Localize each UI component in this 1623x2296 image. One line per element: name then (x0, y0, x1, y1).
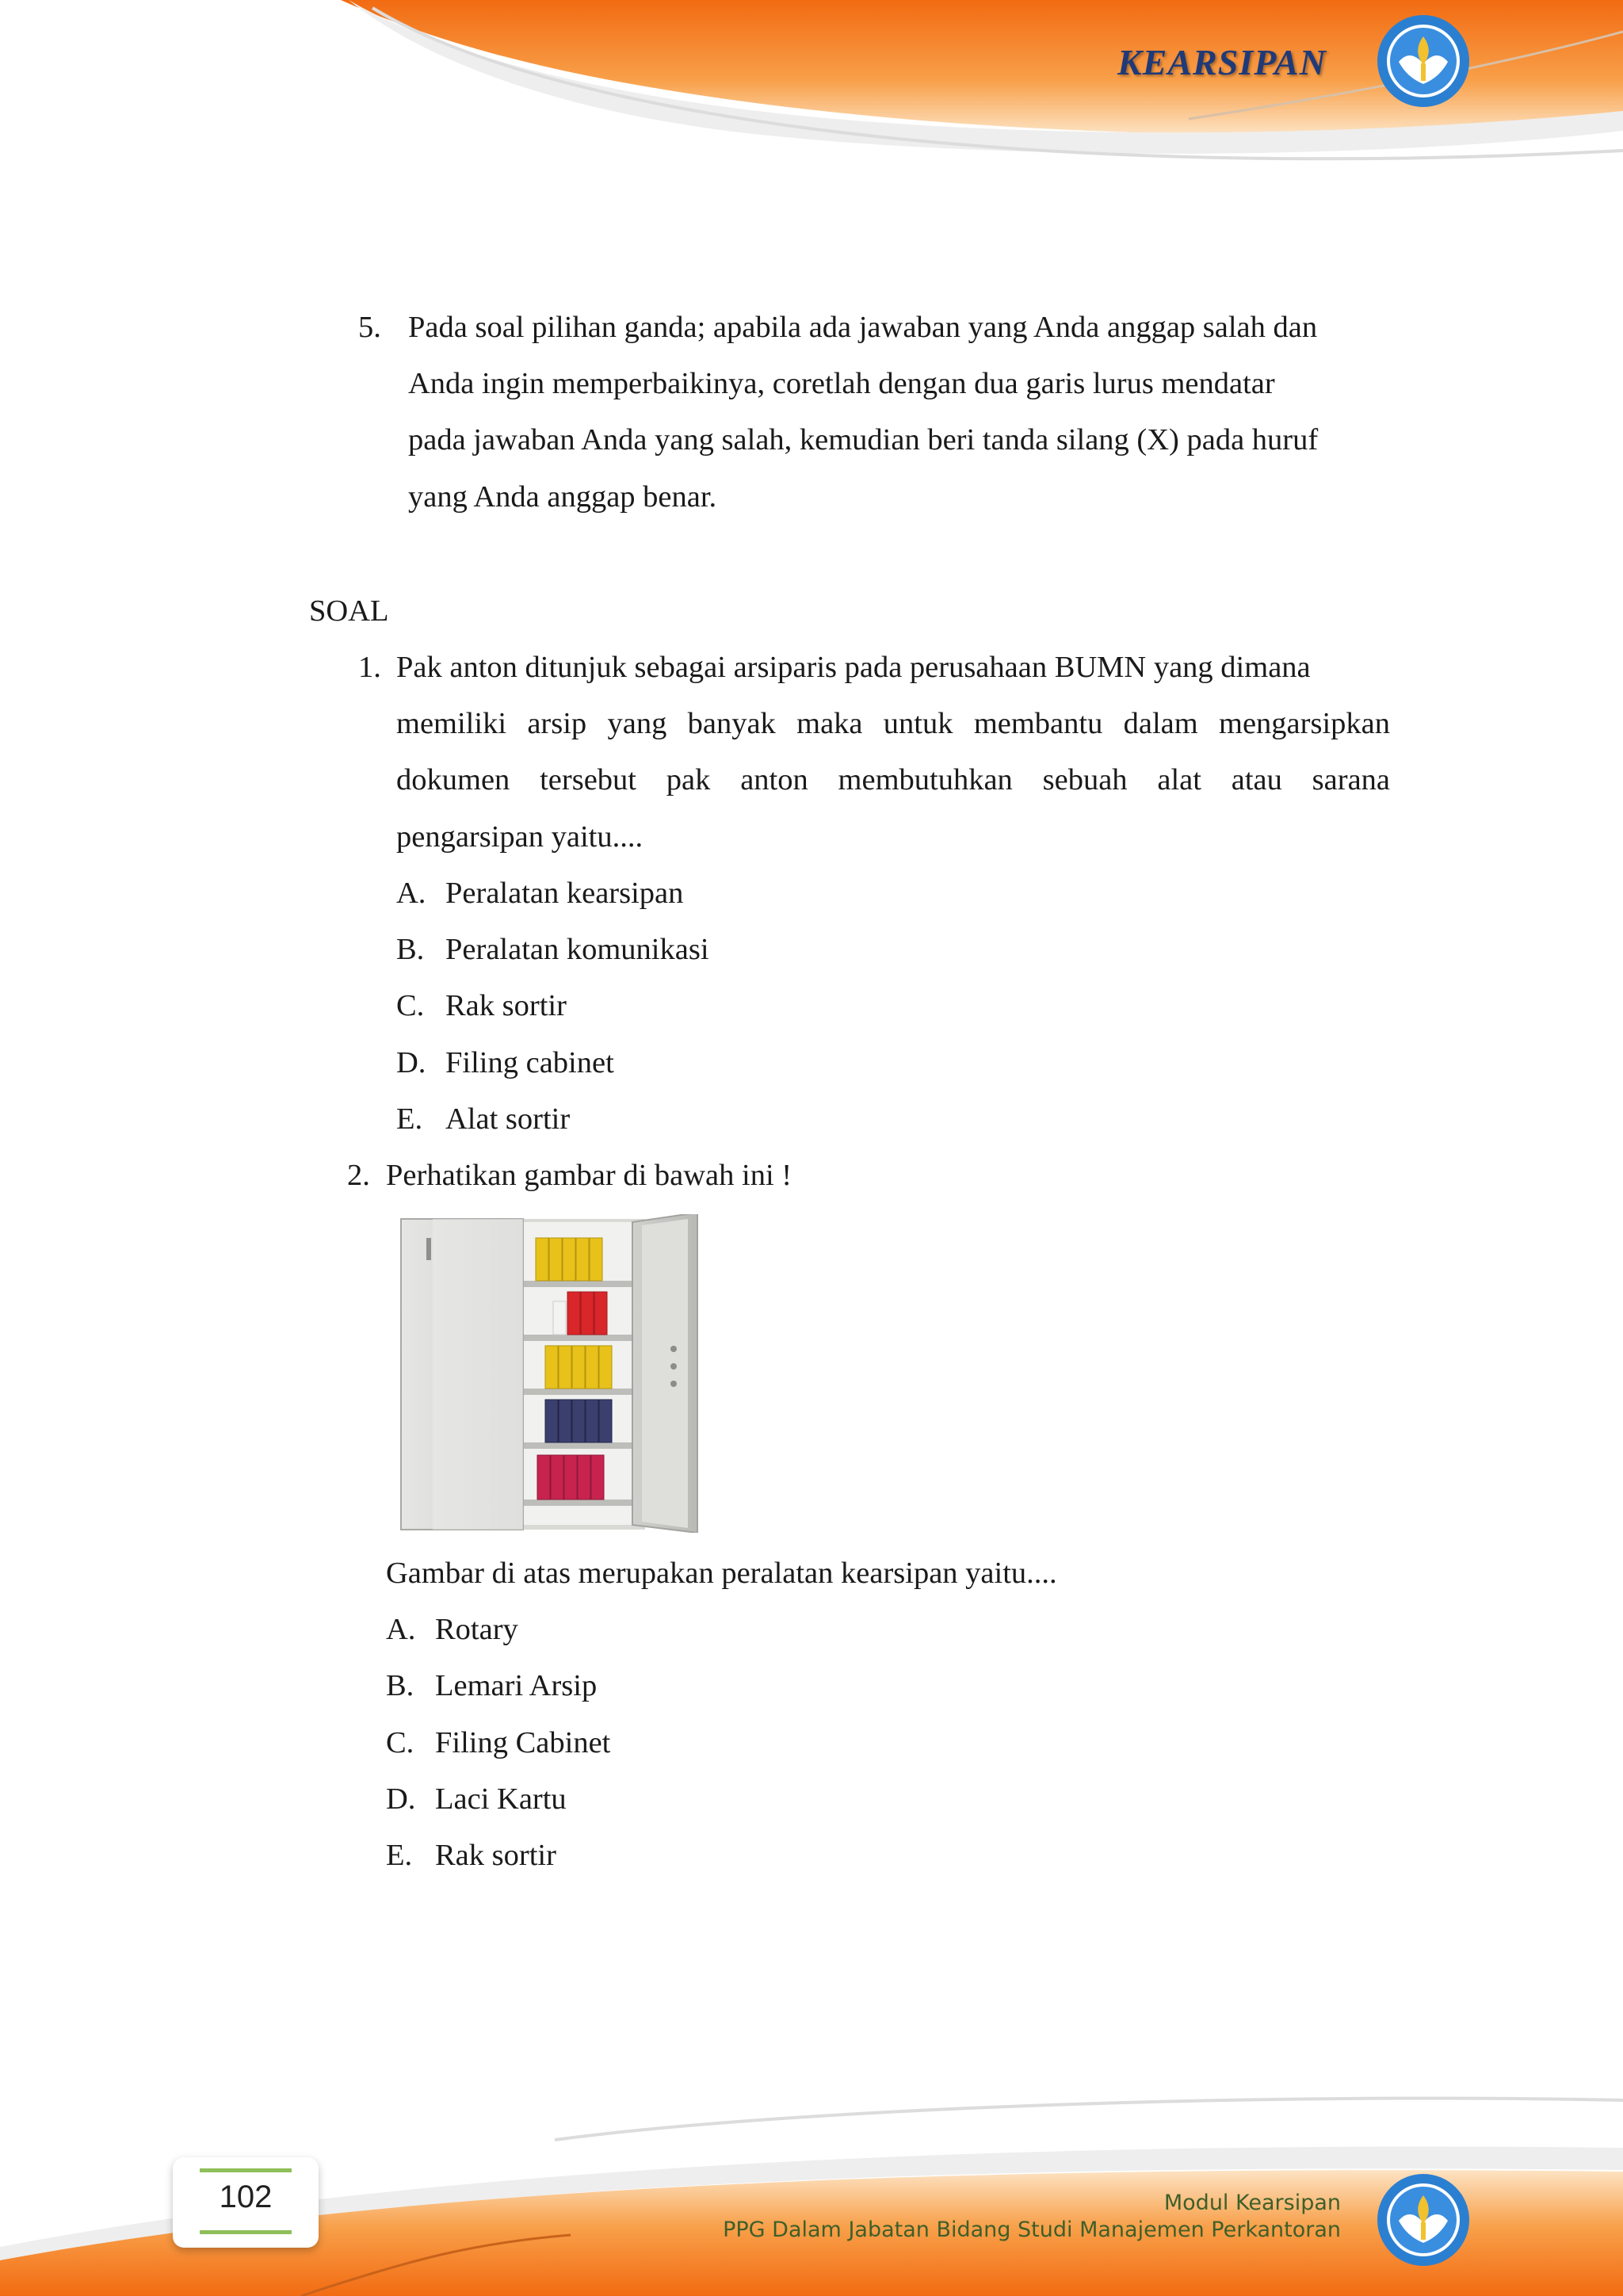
instruction-line: yang Anda anggap benar. (408, 480, 717, 514)
option-text: Peralatan kearsipan (445, 877, 684, 910)
question-line: memiliki arsip yang banyak maka untuk membantu dalam mengarsipkan (396, 707, 1390, 740)
option-letter: D. (396, 1046, 426, 1079)
page-number: 102 (219, 2179, 273, 2214)
option-text: Lemari Arsip (435, 1669, 598, 1702)
footer-program-title: PPG Dalam Jabatan Bidang Studi Manajemen Perkantoran (723, 2218, 1341, 2242)
option-letter: B. (386, 1669, 414, 1702)
question-line: dokumen tersebut pak anton membutuhkan sebuah alat atau sarana (396, 763, 1390, 797)
question-line: pengarsipan yaitu.... (396, 820, 643, 854)
footer-module-title: Modul Kearsipan (1163, 2191, 1341, 2215)
instruction-line: Pada soal pilihan ganda; apabila ada jawaban yang Anda anggap salah dan (408, 311, 1318, 344)
instruction-line: Anda ingin memperbaikinya, coretlah dengan dua garis lurus mendatar (408, 367, 1275, 400)
tut-wuri-handayani-logo (1375, 2172, 1472, 2268)
question-number: 1. (358, 651, 381, 684)
option-text: Rak sortir (435, 1839, 556, 1872)
option-text: Rak sortir (445, 989, 567, 1022)
option-text: Filing cabinet (445, 1046, 614, 1079)
option-letter: E. (396, 1102, 423, 1136)
option-letter: A. (396, 877, 426, 910)
page-number-rule (200, 2230, 292, 2234)
question-line: Pak anton ditunjuk sebagai arsiparis pada perusahaan BUMN yang dimana (396, 651, 1311, 684)
option-text: Filing Cabinet (435, 1726, 611, 1759)
question-text: Gambar di atas merupakan peralatan kearsipan yaitu.... (386, 1557, 1057, 1590)
option-text: Rotary (435, 1613, 518, 1646)
question-prompt: Perhatikan gambar di bawah ini ! (386, 1159, 792, 1192)
filing-cabinet-image (395, 1214, 699, 1533)
instruction-line: pada jawaban Anda yang salah, kemudian beri tanda silang (X) pada huruf (408, 423, 1319, 457)
option-letter: C. (386, 1726, 414, 1759)
instruction-number: 5. (358, 311, 381, 344)
option-letter: E. (386, 1839, 413, 1872)
section-heading: SOAL (309, 594, 389, 628)
page-number-rule (200, 2168, 292, 2172)
option-letter: A. (386, 1613, 416, 1646)
option-letter: C. (396, 989, 425, 1022)
option-letter: D. (386, 1782, 416, 1816)
header-title: KEARSIPAN (1117, 42, 1327, 82)
option-text: Alat sortir (445, 1102, 571, 1136)
option-text: Peralatan komunikasi (445, 933, 709, 966)
tut-wuri-handayani-logo (1375, 13, 1472, 109)
option-text: Laci Kartu (435, 1782, 567, 1816)
option-letter: B. (396, 933, 425, 966)
question-number: 2. (347, 1159, 370, 1192)
page-number-box (173, 2157, 319, 2248)
